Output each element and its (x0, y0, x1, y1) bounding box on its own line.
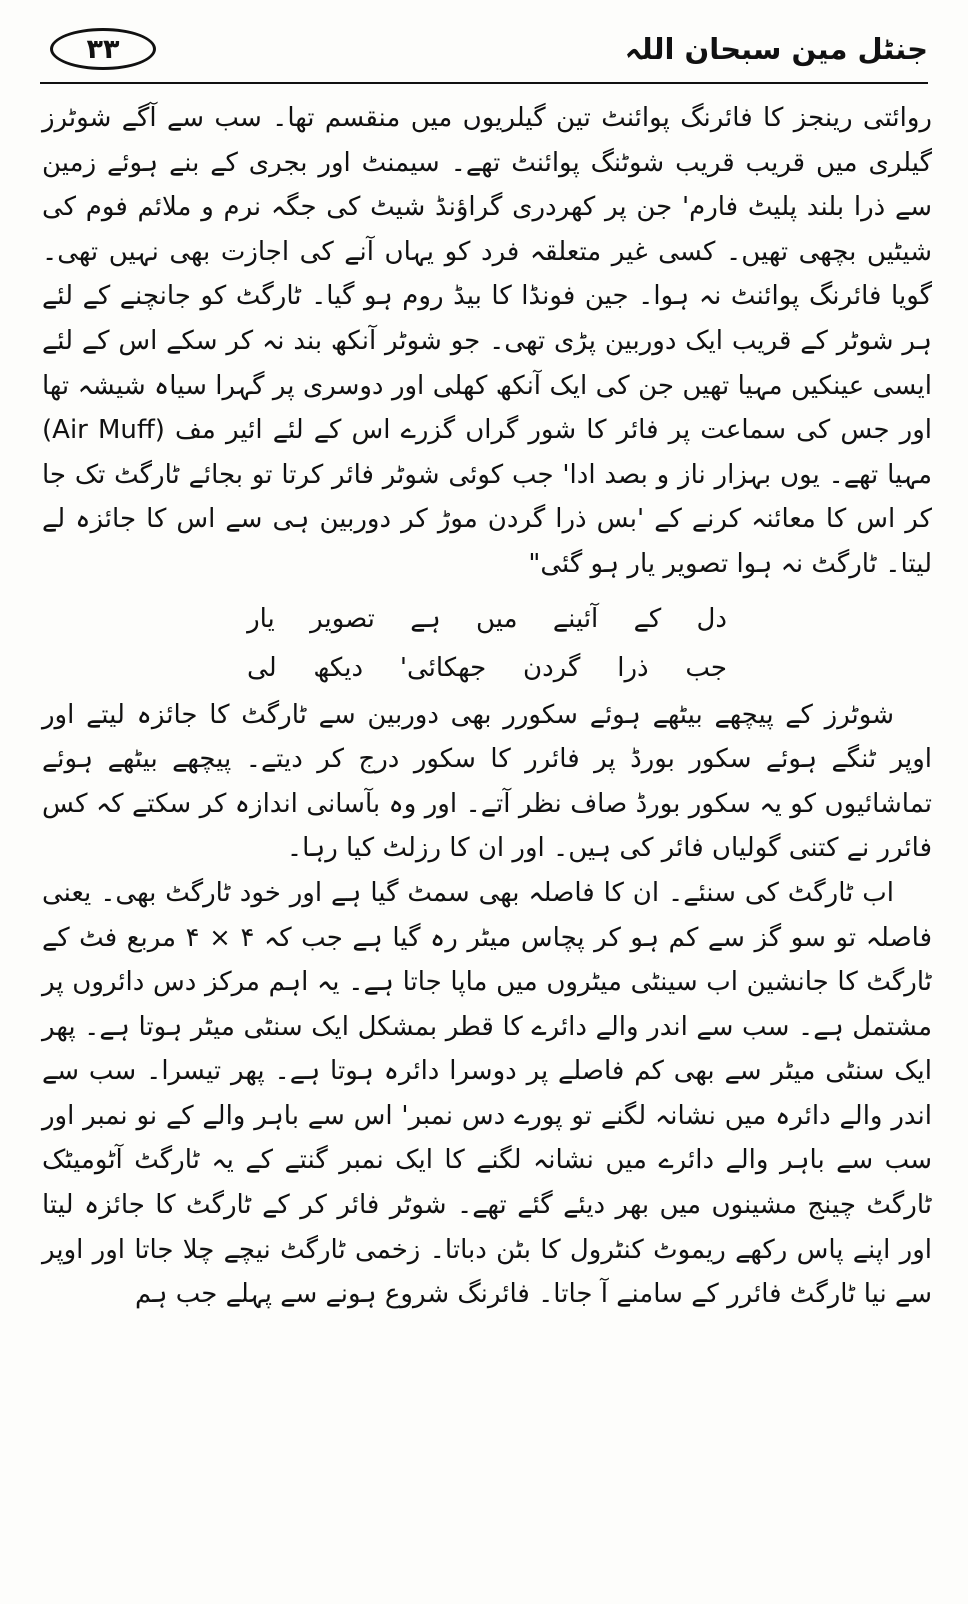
verse-word: آئینے (552, 603, 599, 634)
paragraph-2: شوٹرز کے پیچھے بیٹھے ہوئے سکورر بھی دوربین سے ٹارگٹ کا جائزہ لیتے اور اوپر ٹنگے ہوئے سکور بورڈ پر فائرر کا سکور درج کر دیتے۔ پیچھے بیٹھے ہوئے تماشائیوں کو یہ سکور بورڈ صاف نظر آتے۔ اور وہ بآسانی اندازہ کر سکتے کہ کس فائرر نے کتنی گولیاں فائر کی ہیں۔ اور ان کا رزلٹ کیا رہا۔ (42, 699, 932, 864)
verse-word: دل (696, 603, 727, 634)
poetry-couplet (42, 595, 932, 693)
verse-word: یار (247, 603, 275, 634)
verse-word: جھکائی' (399, 652, 487, 683)
verse-word: ہے (410, 603, 441, 634)
verse-line-2 (247, 644, 727, 693)
verse-word: میں (476, 603, 518, 634)
verse-word: تصویر (310, 603, 375, 634)
paragraph-3: اب ٹارگٹ کی سنئے۔ ان کا فاصلہ بھی سمٹ گیا ہے اور خود ٹارگٹ بھی۔ یعنی فاصلہ تو سو گز سے کم ہو کر پچاس میٹر رہ گیا ہے جب کہ ۴ × ۴ مربع فٹ کے ٹارگٹ کا جانشین اب سینٹی میٹروں میں ماپا جاتا ہے۔ یہ اہم مرکز دس دائروں پر مشتمل ہے۔ سب سے اندر والے دائرے کا قطر بمشکل ایک سنٹی میٹر ہوتا ہے۔ پھر ایک سنٹی میٹر سے بھی کم فاصلے پر دوسرا دائرہ ہوتا ہے۔ پھر تیسرا۔ سب سے اندر والے دائرہ میں نشانہ لگنے تو پورے دس نمبر' اس سے باہر والے کے نو نمبر اور سب سے باہر والے دائرے میں نشانہ لگنے کا ایک نمبر گنتے کے یہ ٹارگٹ آٹومیٹک ٹارگٹ چینج مشینوں میں بھر دیئے گئے تھے۔ شوٹر فائر کر کے ٹارگٹ کا جائزہ لیتا اور اپنے پاس رکھے ریموٹ کنٹرول کا بٹن دباتا۔ زخمی ٹارگٹ نیچے چلا جاتا اور اوپر سے نیا ٹارگٹ فائرر کے سامنے آ جاتا۔ فائرنگ شروع ہونے سے پہلے جب ہم (42, 877, 932, 1310)
header-divider (40, 82, 928, 84)
page-body (42, 96, 932, 1317)
verse-word: ذرا (617, 652, 649, 683)
verse-word: دیکھ (313, 652, 364, 683)
verse-line-1 (247, 595, 727, 644)
verse-word: جب (685, 652, 727, 683)
verse-word: لی (247, 652, 277, 683)
verse-word: گردن (523, 652, 581, 683)
page-header (40, 22, 928, 90)
verse-word: کے (633, 603, 662, 634)
running-title: جنٹل مین سبحان اللہ (624, 32, 928, 66)
page-number: ۳۳ (50, 28, 156, 70)
paragraph-1: روائتی رینجز کا فائرنگ پوائنٹ تین گیلریوں میں منقسم تھا۔ سب سے آگے شوٹرز گیلری میں قریب قریب شوٹنگ پوائنٹ تھے۔ سیمنٹ اور بجری کے بنے ہوئے زمین سے ذرا بلند پلیٹ فارم' جن پر کھردری گراؤنڈ شیٹ کی جگہ نرم و ملائم فوم کی شیٹیں بچھی تھیں۔ کسی غیر متعلقہ فرد کو یہاں آنے کی اجازت بھی نہیں تھی۔ گویا فائرنگ پوائنٹ نہ ہوا۔ جین فونڈا کا بیڈ روم ہو گیا۔ ٹارگٹ کو جانچنے کے لئے ہر شوٹر کے قریب ایک دوربین پڑی تھی۔ جو شوٹر آنکھ بند نہ کر سکے اس کے لئے ایسی عینکیں مہیا تھیں جن کی ایک آنکھ کھلی اور دوسری پر گہرا سیاہ شیشہ تھا اور جس کی سماعت پر فائر کا شور گراں گزرے اس کے لئے ائیر مف (Air Muff) مہیا تھے۔ یوں بہزار ناز و بصد ادا' جب کوئی شوٹر فائر کرتا تو بجائے ٹارگٹ تک جا کر اس کا معائنہ کرنے کے 'بس ذرا گردن موڑ کر دوربین ہی سے اس کا جائزہ لے لیتا۔ ٹارگٹ نہ ہوا تصویر یار ہو گئی" (42, 103, 932, 579)
